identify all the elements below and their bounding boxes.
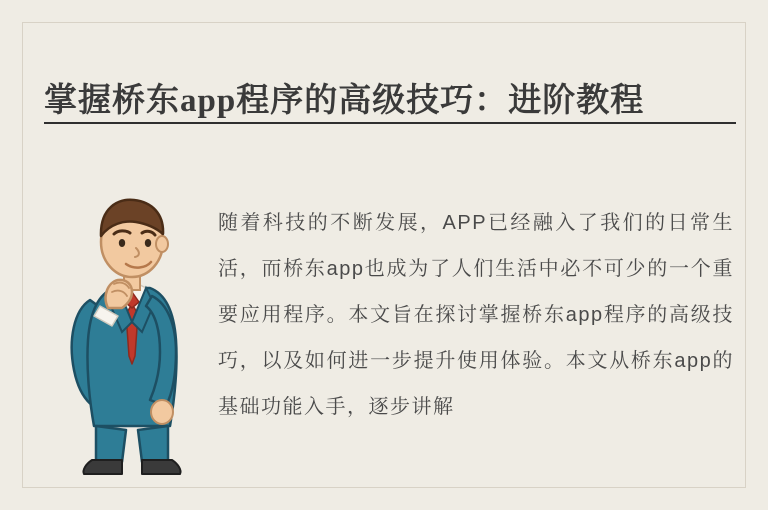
businessman-thinking-illustration xyxy=(52,180,212,480)
title-divider xyxy=(44,122,736,124)
article-body: 随着科技的不断发展，APP已经融入了我们的日常生活，而桥东app也成为了人们生活中必不可少的一个重要应用程序。本文旨在探讨掌握桥东app程序的高级技巧，以及如何进一步提升使用体验。本文从桥东app的基础功能入手，逐步讲解 xyxy=(218,212,734,418)
page-title: 掌握桥东app程序的高级技巧：进阶教程 xyxy=(44,83,645,120)
